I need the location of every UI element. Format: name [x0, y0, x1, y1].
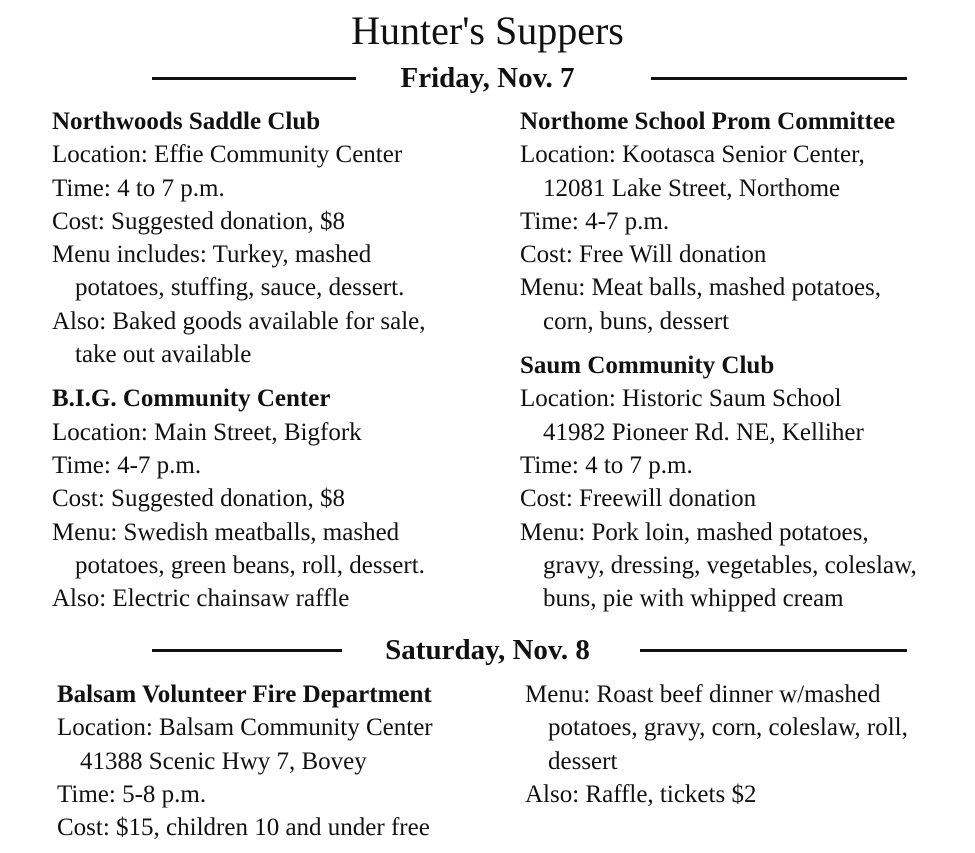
entry-line: Time: 4-7 p.m. [52, 451, 202, 479]
entry-line: Location: Effie Community Center [52, 141, 403, 169]
entry-line: Also: Electric chainsaw raffle [52, 585, 350, 613]
entry-line: corn, buns, dessert [543, 307, 730, 335]
entry-line: Menu includes: Turkey, mashed [52, 241, 372, 269]
entry-line: Menu: Meat balls, mashed potatoes, [520, 274, 882, 302]
saturday-right-column [525, 678, 908, 811]
entry-line: Cost: $15, children 10 and under free [57, 814, 430, 842]
divider-rule-right [651, 77, 907, 80]
entry-line: Cost: Suggested donation, $8 [52, 207, 346, 235]
entry-line: Menu: Pork loin, mashed potatoes, [520, 518, 869, 546]
entry-line: take out available [75, 341, 252, 369]
entry-northwoods-saddle-club [52, 105, 426, 371]
entry-line: 41388 Scenic Hwy 7, Bovey [80, 747, 367, 775]
entry-line: Time: 4-7 p.m. [520, 207, 670, 235]
day-label: Saturday, Nov. 8 [385, 634, 590, 666]
entry-line: Location: Kootasca Senior Center, [520, 141, 865, 169]
entry-line: Cost: Suggested donation, $8 [52, 485, 346, 513]
page-title: Hunter's Suppers [351, 8, 624, 53]
org-name: Balsam Volunteer Fire Department [57, 681, 432, 708]
entry-line: 41982 Pioneer Rd. NE, Kelliher [543, 418, 864, 446]
org-name: Northome School Prom Committee [520, 108, 896, 135]
entry-line: Time: 4 to 7 p.m. [520, 451, 693, 479]
day-header-saturday [0, 632, 975, 668]
entry-northome-school-prom-committee [520, 105, 917, 338]
org-name: Northwoods Saddle Club [52, 108, 321, 135]
friday-right-column [520, 105, 917, 615]
entry-line: Cost: Freewill donation [520, 485, 757, 513]
entry-line: potatoes, green beans, roll, dessert. [75, 551, 425, 579]
entry-balsam-volunteer-fire-department [57, 678, 433, 844]
entry-line: Also: Baked goods available for sale, [52, 307, 426, 335]
entry-line: Location: Main Street, Bigfork [52, 418, 362, 446]
entry-line: Menu: Swedish meatballs, mashed [52, 518, 400, 546]
entry-line: 12081 Lake Street, Northome [543, 174, 841, 202]
entry-balsam-continued [525, 678, 908, 811]
friday-left-column [52, 105, 426, 615]
saturday-left-column [57, 678, 433, 844]
entry-line: dessert [548, 747, 618, 775]
day-label: Friday, Nov. 7 [400, 62, 575, 94]
entry-line: buns, pie with whipped cream [543, 585, 844, 613]
entry-line: Location: Balsam Community Center [57, 714, 433, 742]
divider-rule-right [640, 649, 907, 652]
org-name: B.I.G. Community Center [52, 385, 331, 413]
entry-line: Location: Historic Saum School [520, 385, 842, 413]
entry-saum-community-club [520, 349, 917, 615]
entry-line: Time: 4 to 7 p.m. [52, 174, 225, 202]
entry-line: Also: Raffle, tickets $2 [525, 780, 757, 808]
entry-big-community-center [52, 382, 426, 615]
entry-line: potatoes, stuffing, sauce, dessert. [75, 274, 405, 302]
entry-line: potatoes, gravy, corn, coleslaw, roll, [548, 714, 908, 742]
entry-line: Cost: Free Will donation [520, 241, 767, 269]
entry-line: gravy, dressing, vegetables, coleslaw, [543, 551, 917, 579]
entry-line: Time: 5-8 p.m. [57, 780, 207, 808]
entry-line: Menu: Roast beef dinner w/mashed [525, 681, 881, 708]
day-header-friday [0, 60, 975, 96]
org-name: Saum Community Club [520, 352, 775, 380]
